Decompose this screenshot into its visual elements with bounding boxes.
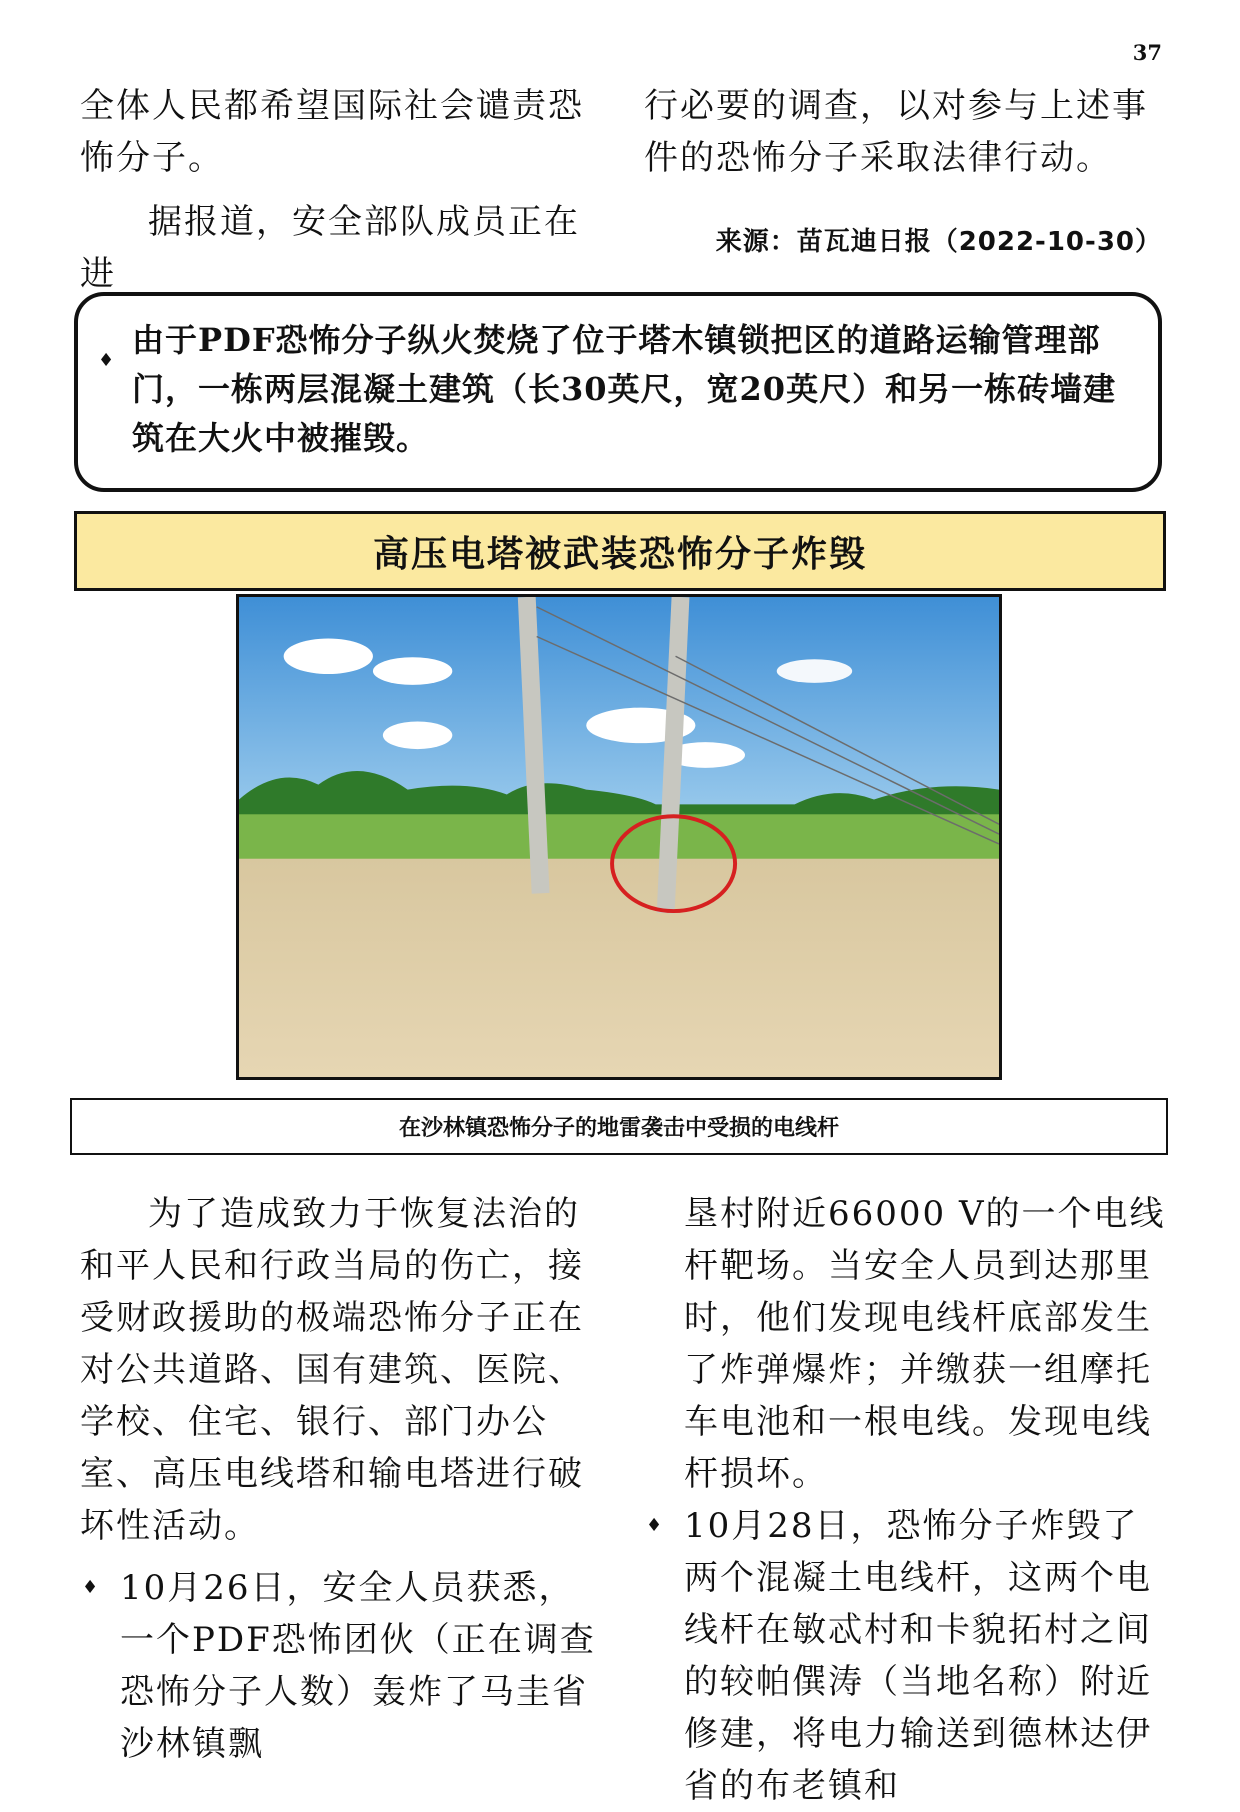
paragraph: 据报道，安全部队成员正在进 — [80, 202, 580, 294]
bullet-diamond-icon: ♦ — [98, 350, 116, 371]
paragraph: 全体人民都希望国际社会谴责恐怖分子。 — [80, 86, 584, 178]
photo-caption — [70, 1098, 1168, 1155]
bottom-right-column — [644, 1188, 1166, 1812]
top-left-column — [80, 80, 600, 300]
bullet-text: 10月26日，安全人员获悉，一个PDF恐怖团伙（正在调查恐怖分子人数）轰炸了马圭省沙林镇飘 — [120, 1568, 596, 1764]
section-title — [74, 511, 1166, 591]
section-title-text: 高压电塔被武装恐怖分子炸毁 — [372, 533, 867, 575]
caption-text: 在沙林镇恐怖分子的地雷袭击中受损的电线杆 — [398, 1116, 839, 1141]
paragraph: 为了造成致力于恢复法治的和平人民和行政当局的伤亡，接受财政援助的极端恐怖分子正在对公共道路、国有建筑、医院、学校、住宅、银行、部门办公室、高压电线塔和输电塔进行破坏性活动。 — [80, 1194, 584, 1546]
bullet-paragraph — [80, 1562, 600, 1770]
bullet-paragraph — [644, 1500, 1166, 1812]
photo-illustration — [239, 597, 999, 1077]
bottom-left-column — [80, 1188, 600, 1770]
photo-damaged-power-pole — [236, 594, 1002, 1080]
bullet-diamond-icon: ♦ — [646, 1515, 665, 1536]
callout-box — [74, 292, 1162, 492]
page-number: 37 — [1132, 40, 1162, 65]
paragraph: 垦村附近66000 V的一个电线杆靶场。当安全人员到达那里时，他们发现电线杆底部发生了炸弹爆炸；并缴获一组摩托车电池和一根电线。发现电线杆损坏。 — [684, 1194, 1166, 1494]
bullet-text: 10月28日，恐怖分子炸毁了两个混凝土电线杆，这两个电线杆在敏忒村和卡貌拓村之间的较帕僎涛（当地名称）附近修建，将电力输送到德林达伊省的布老镇和 — [684, 1506, 1152, 1806]
source-citation: 来源：苗瓦迪日报（2022-10-30） — [715, 227, 1162, 257]
paragraph: 行必要的调查，以对参与上述事件的恐怖分子采取法律行动。 — [644, 86, 1148, 178]
callout-text: 由于PDF恐怖分子纵火焚烧了位于塔木镇锁把区的道路运输管理部门，一栋两层混凝土建筑（长30英尺，宽20英尺）和另一栋砖墙建筑在大火中被摧毁。 — [132, 321, 1117, 457]
bullet-diamond-icon: ♦ — [82, 1577, 101, 1598]
top-right-column — [644, 80, 1164, 184]
